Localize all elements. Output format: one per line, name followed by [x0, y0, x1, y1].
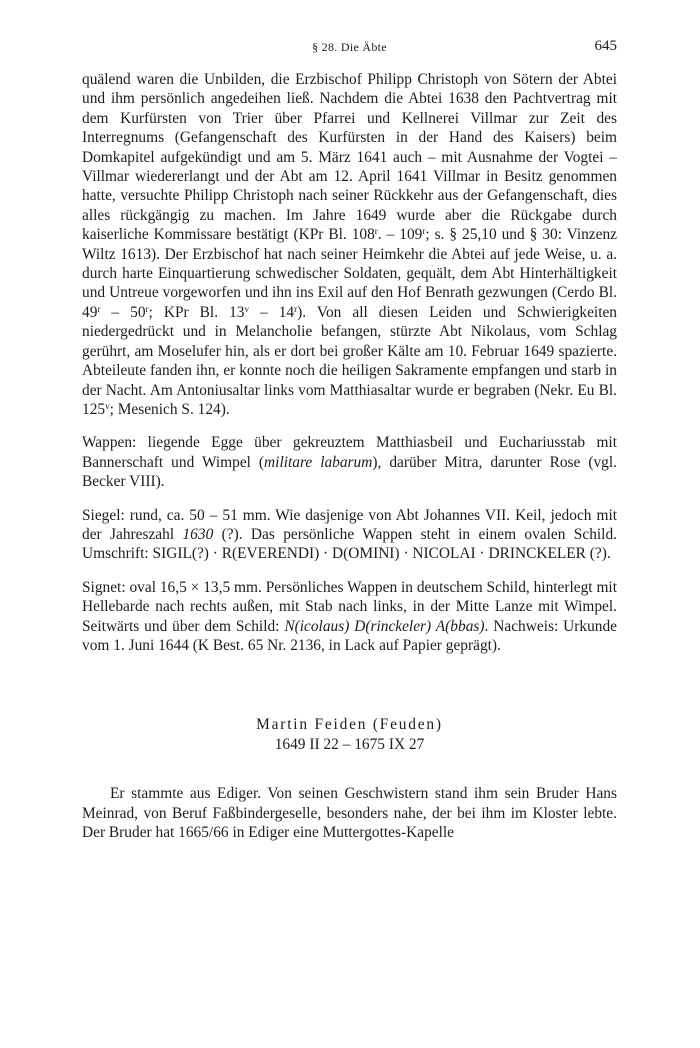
text-run: ; Mesenich S. 124).	[109, 400, 230, 418]
italic-inscription: N(icolaus) D(rinckeler) A(bbas)	[284, 617, 485, 635]
section-heading	[82, 715, 617, 754]
text-run: ). Von all diesen Leiden und Schwierigkeiten niedergedrückt und in Melancholie befangen, stürzte Abt Nikolaus, vom Schlag gerührt, am Moselufer hin, als er dort bei großer Kälte am 10. Februar 1649 spazierte. Abteileute fanden ihn, er konnte noch die heiligen Sakramente empfangen und starb in der Nacht. Am Antoniusaltar links vom Matthiasaltar wurde er begraben (Nekr. Eu Bl. 125	[82, 303, 618, 418]
text-run: . – 109	[377, 226, 423, 244]
running-head: § 28. Die Äbte	[312, 40, 387, 54]
text-run: . Nachweis: Urkunde vom 1. Juni 1644 (K Best. 65 Nr. 2136, in Lack auf Papier geprägt).	[82, 617, 617, 654]
abbot-biography-paragraph	[82, 70, 617, 419]
recto-mark: r	[374, 226, 378, 237]
body-text	[82, 70, 617, 842]
text-run: ; s. § 25,10 und § 30: Vinzenz Wiltz 1613). Der Erzbischof hat nach seiner Heimkehr die Abtei auf jede Weise, u. a. durch harte Einquartierung schwedischer Soldaten, gequält, dem Abt Hinterhältigkeit und Untreue vorgeworfen und ihn ins Exil auf den Hof Benrath gezwungen (Cerdo Bl. 49	[82, 226, 617, 321]
text-run: (?). Das persönliche Wappen steht in einem ovalen Schild. Umschrift: SIGIL(?) · R(EVERENDI) · D(OMINI) · NICOLAI · DRINCKELER (?).	[82, 525, 617, 563]
italic-term: militare labarum	[264, 453, 373, 471]
coat-of-arms-paragraph	[82, 433, 617, 491]
recto-mark: r	[97, 303, 101, 314]
text-run: Wappen: liegende Egge über gekreuztem Matthiasbeil und Euchariusstab mit Bannerschaft und Wimpel (	[82, 434, 617, 471]
verso-mark: v	[244, 303, 249, 314]
text-run: ), darüber Mitra, darunter Rose (vgl. Becker VIII).	[82, 453, 617, 491]
seal-paragraph	[82, 506, 617, 564]
recto-mark: r	[422, 226, 426, 237]
abbot-dates: 1649 II 22 – 1675 IX 27	[274, 735, 425, 753]
intro-paragraph: Er stammte aus Ediger. Von seinen Geschwistern stand ihm sein Bruder Hans Meinrad, von Beruf Faßbindergeselle, besonders nahe, der bei ihm im Kloster lebte. Der Bruder hat 1665/66 in Ediger eine Muttergottes-Kapelle	[82, 785, 617, 841]
recto-mark: r	[145, 303, 149, 314]
signet-paragraph	[82, 578, 617, 656]
italic-year: 1630	[182, 525, 214, 543]
text-run: – 14	[248, 303, 295, 321]
text-run: Signet: oval 16,5 × 13,5 mm. Persönliches Wappen in deutschem Schild, hinterlegt mit Hellebarde nach rechts außen, mit Stab nach links, in der Mitte Lanze mit Wimpel. Seitwärts und über dem Schild:	[82, 578, 617, 635]
text-run: ; KPr Bl. 13	[148, 303, 245, 321]
page-number: 645	[594, 38, 617, 54]
abbot-name: Martin Feiden (Feuden)	[256, 716, 443, 734]
text-run: quälend waren die Unbilden, die Erzbischof Philipp Christoph von Sötern der Abtei und ihm persönlich angedeihen ließ. Nachdem die Abtei 1638 den Pachtvertrag mit dem Kurfürsten von Trier über Pfarrei und Kellnerei Villmar zur Zeit des Interregnums (Gefangenschaft des Kurfürsten in der Hand des Kaisers) beim Domkapitel aufgekündigt und am 5. März 1641 auch – mit Ausnahme der Vogtei – Villmar wiedererlangt und der Abt am 12. April 1641 Villmar in Besitz genommen hatte, versuchte Philipp Christoph nach seiner Rückkehr aus der Gefangenschaft, dies alles rückgängig zu machen. Im Jahre 1649 wurde aber die Rückgabe durch kaiserliche Kommissare bestätigt (KPr Bl. 108	[82, 71, 617, 244]
page-header	[82, 38, 617, 62]
verso-mark: v	[105, 400, 110, 411]
recto-mark: r	[294, 303, 298, 314]
text-run: – 50	[100, 303, 146, 321]
text-run: Siegel: rund, ca. 50 – 51 mm. Wie dasjenige von Abt Johannes VII. Keil, jedoch mit der Jahreszahl	[82, 506, 617, 543]
